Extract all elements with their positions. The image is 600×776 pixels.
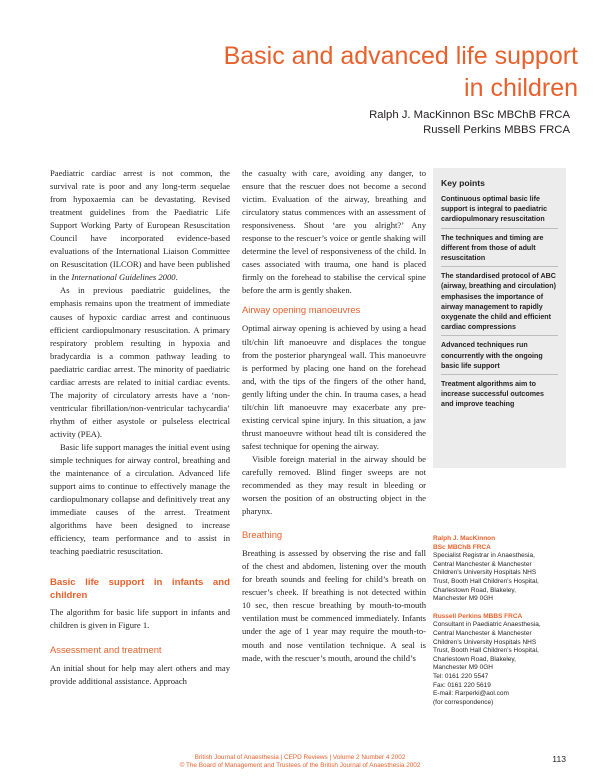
paragraph-foreign-material: Visible foreign material in the airway should be carefully removed. Blind finger sweeps are not recommended as they may result in bleeding or worsen the position of an obstructing object in the pharynx. [242, 453, 426, 517]
guidelines-citation: International Guidelines 2000 [71, 272, 176, 283]
bio-line: Manchester M9 0GH [433, 664, 493, 672]
bio-line: Trust, Booth Hall Children’s Hospital, [433, 647, 539, 655]
page-number: 113 [552, 754, 566, 764]
bio-line: Charlestown Road, Blakeley, [433, 655, 516, 663]
bio-mackinnon [433, 535, 573, 604]
paragraph-bls-overview: Basic life support manages the initial event using simple techniques for airway control, breathing and the maintenance of a circulation. Advanced life support aims to continue to effectively manage the cardiopulmonary collapse and definitively treat any immediate causes of the arrest. Treatment algorithms have been designed to increase efficiency, team performance and to assist in teaching paediatric resuscitation. [50, 441, 230, 557]
author-1: Ralph J. MacKinnon BSc MBChB FRCA [369, 109, 570, 121]
subheading-assessment: Assessment and treatment [50, 643, 162, 655]
bio-line: Children’s University Hospitals NHS [433, 638, 537, 646]
paragraph-algorithm: The algorithm for basic life support in infants and children is given in Figure 1. [50, 607, 230, 631]
key-points-heading: Key points [441, 178, 485, 188]
bio-line: Trust, Booth Hall Children’s Hospital, [433, 577, 539, 585]
key-point-item: Continuous optimal basic life support is integral to paediatric cardiopulmonary resuscitation [441, 194, 558, 229]
title-line-2: in children [464, 74, 578, 102]
bio-perkins [433, 613, 573, 708]
footer-journal-line: British Journal of Anaesthesia | CEPD Reviews | Volume 2 Number 4 2002 [194, 754, 406, 761]
article-title [138, 40, 578, 104]
subheading-breathing: Breathing [242, 529, 283, 541]
bio-credentials: BSc MBChB FRCA [433, 543, 491, 551]
paragraph-assessment: An initial shout for help may alert others and may provide additional assistance. Approach [50, 662, 230, 686]
key-point-item: Advanced techniques run concurrently with the ongoing basic life support [441, 340, 558, 375]
paragraph-guidelines: As in previous paediatric guidelines, the emphasis remains upon the treatment of immediate causes of hypoxic cardiac arrest and continuous efficient cardiopulmonary resuscitation. A primary respiratory problem resulting in hypoxia and bradycardia is a common pathway leading to paediatric cardiac arrest. The minority of paediatric cardiac arrests are related to initial cardiac events. The majority of circulatory arrests have a ‘non-ventricular fibrillation/non-ventricular tachycardia’ rhythm of either asystole or pulseless electrical activity (PEA). [50, 285, 230, 439]
bio-line: Specialist Registrar in Anaesthesia, [433, 552, 535, 560]
footer-copyright-line: © The Board of Management and Trustees of the British Journal of Anaesthesia 2002 [179, 762, 421, 770]
bio-line: Consultant in Paediatric Anaesthesia, [433, 621, 541, 629]
key-points-box [433, 168, 566, 468]
bio-line: Central Manchester & Manchester [433, 560, 532, 568]
key-point-item: The standardised protocol of ABC (airway, breathing and circulation) emphasises the importance of airway management to rapidly oxygenate the child and efficient cardiac compressions [441, 271, 558, 336]
intro-text: Paediatric cardiac arrest is not common, the survival rate is poor and any long-term sequelae from hypoxaemia can be devastating. Revised treatment guidelines from the Paediatric Life Support Working Party of European Resuscitation Council have incorporated evidence-based evaluations of the International Liaison Committee on Resuscitation (ILCOR) and have been published in the [50, 168, 230, 283]
paragraph-airway: Optimal airway opening is achieved by using a head tilt/chin lift manoeuvre and displaces the tongue from the posterior pharyngeal wall. This manoeuvre is performed by placing one hand on the forehead and, with the tips of the fingers of the other hand, gently lifting under the chin. In trauma cases, a head tilt/chin lift manoeuvre may exacerbate any pre-existing cervical spine injury. In this situation, a jaw thrust manoeuvre without head tilt is considered the safest technique for opening the airway. [242, 323, 426, 451]
author-list [170, 108, 570, 138]
bio-line: Manchester M9 0GH [433, 595, 493, 603]
bio-email[interactable]: E-mail: Rarperki@aol.com [433, 690, 509, 698]
paragraph-casualty: the casualty with care, avoiding any danger, to ensure that the rescuer does not become a second victim. Evaluation of the airway, breathing and circulatory status commences with an assessment of responsiveness. Shout ‘are you alright?’ Any response to the rescuer’s voice or gentle shaking will determine the level of responsiveness of the child. In cases associated with trauma, one hand is placed firmly on the forehead to stabilise the cervical spine before the arm is gently shaken. [242, 168, 426, 296]
bio-line: Fax: 0161 220 5619 [433, 681, 491, 689]
section-heading-bls: Basic life support in infants and children [50, 577, 230, 602]
intro-paragraph [50, 167, 230, 284]
bio-line: Charlestown Road, Blakeley, [433, 586, 516, 594]
bio-line: Central Manchester & Manchester [433, 629, 532, 637]
left-column [50, 167, 230, 688]
author-2: Russell Perkins MBBS FRCA [423, 124, 570, 136]
bio-name: Russell Perkins MBBS FRCA [433, 612, 523, 620]
paragraph-breathing: Breathing is assessed by observing the rise and fall of the chest and abdomen, listening over the mouth for breath sounds and feeling for child’s breath on rescuer’s cheek. If breathing is not detected within 10 sec, then rescue breathing by mouth-to-mouth ventilation must be commenced immediately. Infants under the age of 1 year may require the mouth-to-mouth and nose ventilation technique. A seal is made, with the rescuer’s mouth, around the child’s [242, 548, 426, 663]
bio-line: Tel: 0161 220 5547 [433, 672, 489, 680]
bio-line: (for correspondence) [433, 698, 494, 706]
intro-end: . [175, 272, 178, 283]
journal-footer [130, 754, 470, 771]
title-line-1: Basic and advanced life support [223, 42, 578, 70]
subheading-airway: Airway opening manoeuvres [242, 304, 361, 316]
bio-name: Ralph J. MacKinnon [433, 535, 496, 542]
key-point-item: The techniques and timing are different from those of adult resuscitation [441, 233, 558, 268]
bio-line: Children’s University Hospitals NHS [433, 569, 537, 577]
author-bios [433, 535, 573, 716]
middle-column [242, 167, 426, 665]
key-point-item: Treatment algorithms aim to increase successful outcomes and improve teaching [441, 380, 544, 409]
